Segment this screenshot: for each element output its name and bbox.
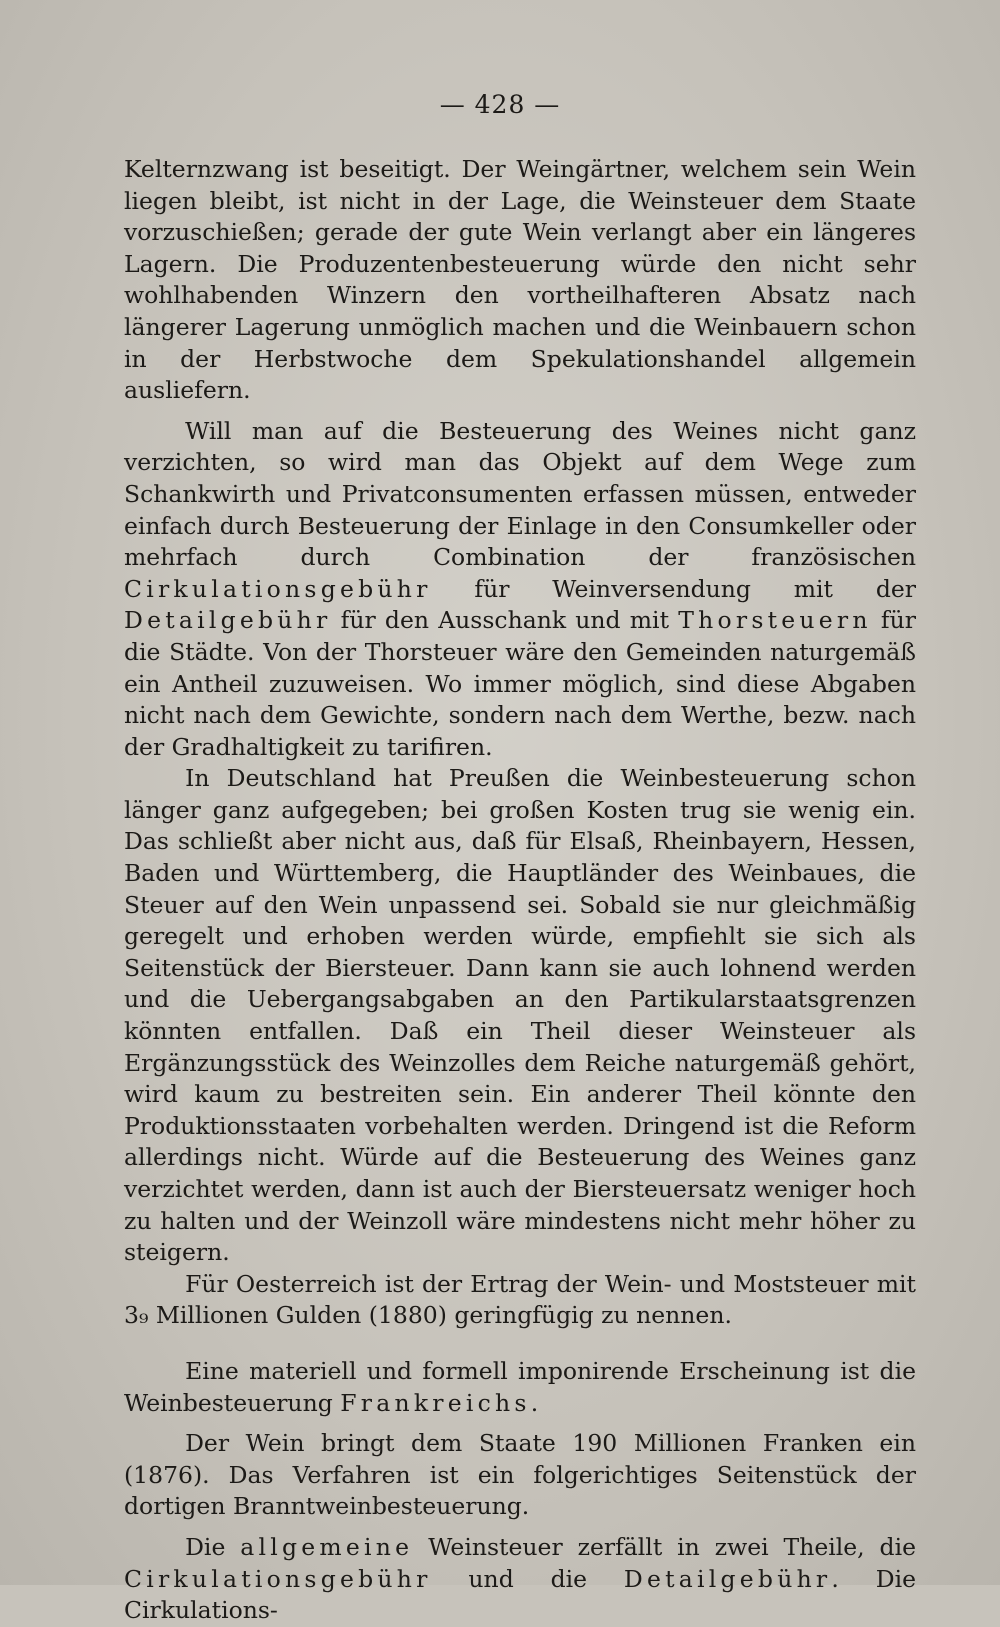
paragraph-2-text-c: für den Ausschank und mit [331, 606, 679, 635]
paragraph-7-text-a: Die [185, 1532, 241, 1561]
emphasis-cirkulationsgebuehr-2: Cirkulationsgebühr [124, 1564, 432, 1593]
paragraph-5 [124, 1356, 916, 1419]
paragraph-2-text-d: für die Städte. Von der Thorsteuer wäre den Gemeinden naturgemäß ein Antheil zuzuweisen. Wo immer möglich, sind diese Abgaben nicht nach dem Gewichte, sondern nach dem Werthe, bezw. nach der Gradhaltigkeit zu tarifiren. [124, 606, 916, 761]
paragraph-6-text: Der Wein bringt dem Staate 190 Millionen Franken ein (1876). Das Verfahren ist ein folgerichtiges Seitenstück der dortigen Branntweinbesteuerung. [124, 1429, 916, 1521]
paragraph-6 [124, 1428, 916, 1523]
paragraph-4-text: Für Oesterreich ist der Ertrag der Wein- und Moststeuer mit 3₉ Millionen Gulden (1880) geringfügig zu nennen. [124, 1269, 916, 1330]
emphasis-detailgebuehr-2: Detailgebühr [623, 1564, 832, 1593]
emphasis-thorsteuern: Thorsteuern [678, 606, 872, 635]
paragraph-7-text-d: . Die Cirkulations- [124, 1564, 916, 1625]
paragraph-7-text-c: und die [431, 1564, 624, 1593]
paragraph-4 [124, 1269, 916, 1332]
paragraph-5-text-a: Eine materiell und formell imponirende Erscheinung ist die Weinbesteuerung [124, 1356, 916, 1417]
body-text [124, 154, 916, 1627]
paragraph-3-text: In Deutschland hat Preußen die Weinbesteuerung schon länger ganz aufgegeben; bei großen Kosten trug sie wenig ein. Das schließt aber nicht aus, daß für Elsaß, Rheinbayern, Hessen, Baden und Württemberg, die Hauptländer des Weinbaues, die Steuer auf den Wein unpassend sei. Sobald sie nur gleichmäßig geregelt und erhoben werden würde, empfiehlt sie sich als Seitenstück der Biersteuer. Dann kann sie auch lohnend werden und die Uebergangsabgaben an den Partikularstaatsgrenzen könnten entfallen. Daß ein Theil dieser Weinsteuer als Ergänzungsstück des Weinzolles dem Reiche naturgemäß gehört, wird kaum zu bestreiten sein. Ein anderer Theil könnte den Produktionsstaaten vorbehalten werden. Dringend ist die Reform allerdings nicht. Würde auf die Besteuerung des Weines ganz verzichtet werden, dann ist auch der Biersteuersatz weniger hoch zu halten und der Weinzoll wäre mindestens nicht mehr höher zu steigern. [124, 764, 916, 1267]
paragraph-7-text-b: Weinsteuer zerfällt in zwei Theile, die [413, 1532, 916, 1561]
page-number: — 428 — [439, 90, 561, 119]
paragraph-2-text-a: Will man auf die Besteuerung des Weines nicht ganz verzichten, so wird man das Objekt auf dem Wege zum Schankwirth und Privatconsumenten erfassen müssen, entweder einfach durch Besteuerung der Einlage in den Consumkeller oder mehrfach durch Combination der französischen [124, 416, 916, 572]
paragraph-7 [124, 1532, 916, 1627]
paragraph-3 [124, 763, 916, 1269]
emphasis-detailgebuehr: Detailgebühr [124, 606, 332, 635]
emphasis-cirkulationsgebuehr: Cirkulationsgebühr [124, 574, 432, 603]
emphasis-allgemeine: allgemeine [240, 1532, 414, 1561]
paragraph-2-text-b: für Weinversendung mit der [431, 574, 916, 603]
emphasis-frankreichs: Frankreichs [340, 1388, 531, 1417]
paragraph-1 [124, 154, 916, 407]
paragraph-1-text: Kelternzwang ist beseitigt. Der Weingärtner, welchem sein Wein liegen bleibt, ist nicht in der Lage, die Weinsteuer dem Staate vorzuschießen; gerade der gute Wein verlangt aber ein längeres Lagern. Die Produzentenbesteuerung würde den nicht sehr wohlhabenden Winzern den vortheilhafteren Absatz nach längerer Lagerung unmöglich machen und die Weinbauern schon in der Herbstwoche dem Spekulationshandel allgemein ausliefern. [124, 155, 916, 405]
paragraph-5-text-b: . [530, 1388, 539, 1417]
paragraph-2 [124, 416, 916, 764]
